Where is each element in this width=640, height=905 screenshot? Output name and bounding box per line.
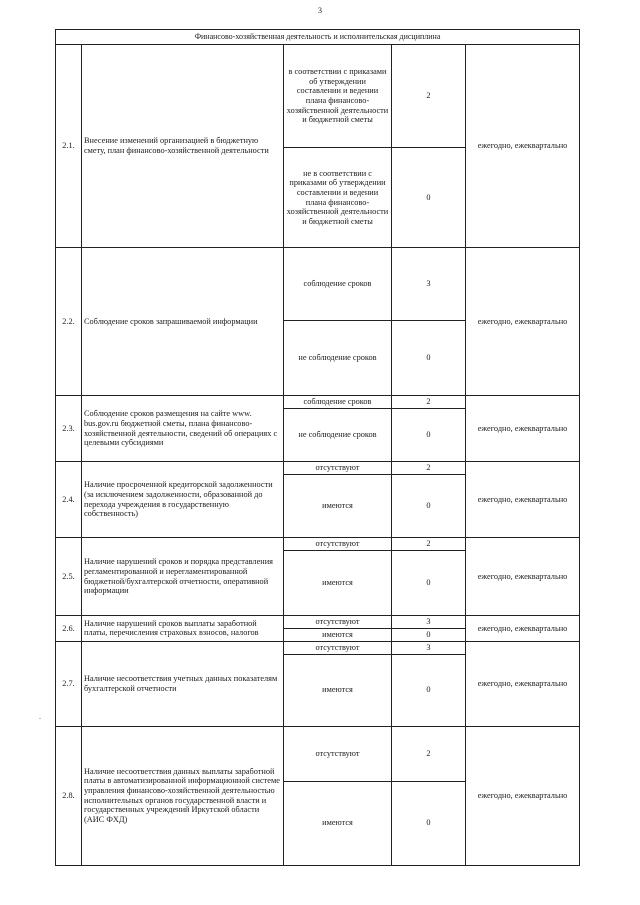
indicator-text: Наличие нарушений сроков и порядка представления регламентированной и нерегламентированной бюджетной/бухгалтерской отчетности, оперативной информации xyxy=(82,538,284,616)
score-value: 2 xyxy=(392,726,466,781)
row-number: 2.5. xyxy=(56,538,82,616)
indicator-text: Соблюдение сроков размещения на сайте www. bus.gov.ru бюджетной сметы, плана финансово-хозяйственной деятельности, сведений об операциях с целевыми субсидиями xyxy=(82,396,284,462)
indicator-text: Внесение изменений организацией в бюджетную смету, план финансово-хозяйственной деятельности xyxy=(82,45,284,248)
period-text: ежегодно, ежеквартально xyxy=(466,726,580,865)
score-value: 2 xyxy=(392,538,466,551)
score-value: 2 xyxy=(392,462,466,475)
table-row xyxy=(56,396,580,409)
period-text: ежегодно, ежеквартально xyxy=(466,462,580,538)
indicator-text: Наличие нарушений сроков выплаты заработной платы, перечисления страховых взносов, налогов xyxy=(82,616,284,642)
table-row xyxy=(56,726,580,781)
row-number: 2.1. xyxy=(56,45,82,248)
period-text: ежегодно, ежеквартально xyxy=(466,616,580,642)
score-value: 0 xyxy=(392,409,466,462)
period-text: ежегодно, ежеквартально xyxy=(466,538,580,616)
row-number: 2.3. xyxy=(56,396,82,462)
condition-text: отсутствуют xyxy=(284,641,392,654)
condition-text: имеются xyxy=(284,551,392,616)
section-header-row xyxy=(56,30,580,45)
table-row xyxy=(56,538,580,551)
row-number: 2.8. xyxy=(56,726,82,865)
score-value: 0 xyxy=(392,321,466,396)
period-text: ежегодно, ежеквартально xyxy=(466,396,580,462)
table-row xyxy=(56,248,580,321)
period-text: ежегодно, ежеквартально xyxy=(466,45,580,248)
score-value: 2 xyxy=(392,396,466,409)
condition-text: имеются xyxy=(284,781,392,865)
condition-text: отсутствуют xyxy=(284,462,392,475)
row-number: 2.4. xyxy=(56,462,82,538)
condition-text: имеются xyxy=(284,475,392,538)
score-value: 2 xyxy=(392,45,466,148)
criteria-table xyxy=(55,29,580,866)
indicator-text: Наличие несоответствия учетных данных показателям бухгалтерской отчетности xyxy=(82,641,284,726)
indicator-text: Наличие просроченной кредиторской задолженности (за исключением задолженности, образованной до перехода учреждения в государственную собственность) xyxy=(82,462,284,538)
indicator-text: Соблюдение сроков запрашиваемой информации xyxy=(82,248,284,396)
section-title: Финансово-хозяйственная деятельность и исполнительская дисциплина xyxy=(56,30,580,45)
score-value: 0 xyxy=(392,629,466,642)
condition-text: отсутствуют xyxy=(284,726,392,781)
score-value: 3 xyxy=(392,616,466,629)
condition-text: не в соответствии с приказами об утверждении составлении и ведении плана финансово-хозяйственной деятельности и бюджетной сметы xyxy=(284,148,392,248)
condition-text: не соблюдение сроков xyxy=(284,409,392,462)
condition-text: имеются xyxy=(284,654,392,726)
condition-text: имеются xyxy=(284,629,392,642)
table-row xyxy=(56,45,580,148)
score-value: 3 xyxy=(392,641,466,654)
condition-text: не соблюдение сроков xyxy=(284,321,392,396)
score-value: 0 xyxy=(392,781,466,865)
condition-text: соблюдение сроков xyxy=(284,396,392,409)
condition-text: отсутствуют xyxy=(284,616,392,629)
score-value: 0 xyxy=(392,654,466,726)
condition-text: в соответствии с приказами об утверждении составлении и ведении плана финансово-хозяйственной деятельности и бюджетной сметы xyxy=(284,45,392,148)
period-text: ежегодно, ежеквартально xyxy=(466,248,580,396)
condition-text: соблюдение сроков xyxy=(284,248,392,321)
period-text: ежегодно, ежеквартально xyxy=(466,641,580,726)
page-number: 3 xyxy=(318,6,322,15)
scan-dot: . xyxy=(39,712,41,721)
row-number: 2.6. xyxy=(56,616,82,642)
table-row xyxy=(56,616,580,629)
indicator-text: Наличие несоответствия данных выплаты заработной платы в автоматизированной информационной системе управления финансово-хозяйственной деятельностью исполнительных органов государственной власти и государственных учреждений Иркутской области (АИС ФХД) xyxy=(82,726,284,865)
table-row xyxy=(56,462,580,475)
row-number: 2.2. xyxy=(56,248,82,396)
row-number: 2.7. xyxy=(56,641,82,726)
score-value: 3 xyxy=(392,248,466,321)
score-value: 0 xyxy=(392,551,466,616)
condition-text: отсутствуют xyxy=(284,538,392,551)
score-value: 0 xyxy=(392,475,466,538)
table-row xyxy=(56,641,580,654)
score-value: 0 xyxy=(392,148,466,248)
